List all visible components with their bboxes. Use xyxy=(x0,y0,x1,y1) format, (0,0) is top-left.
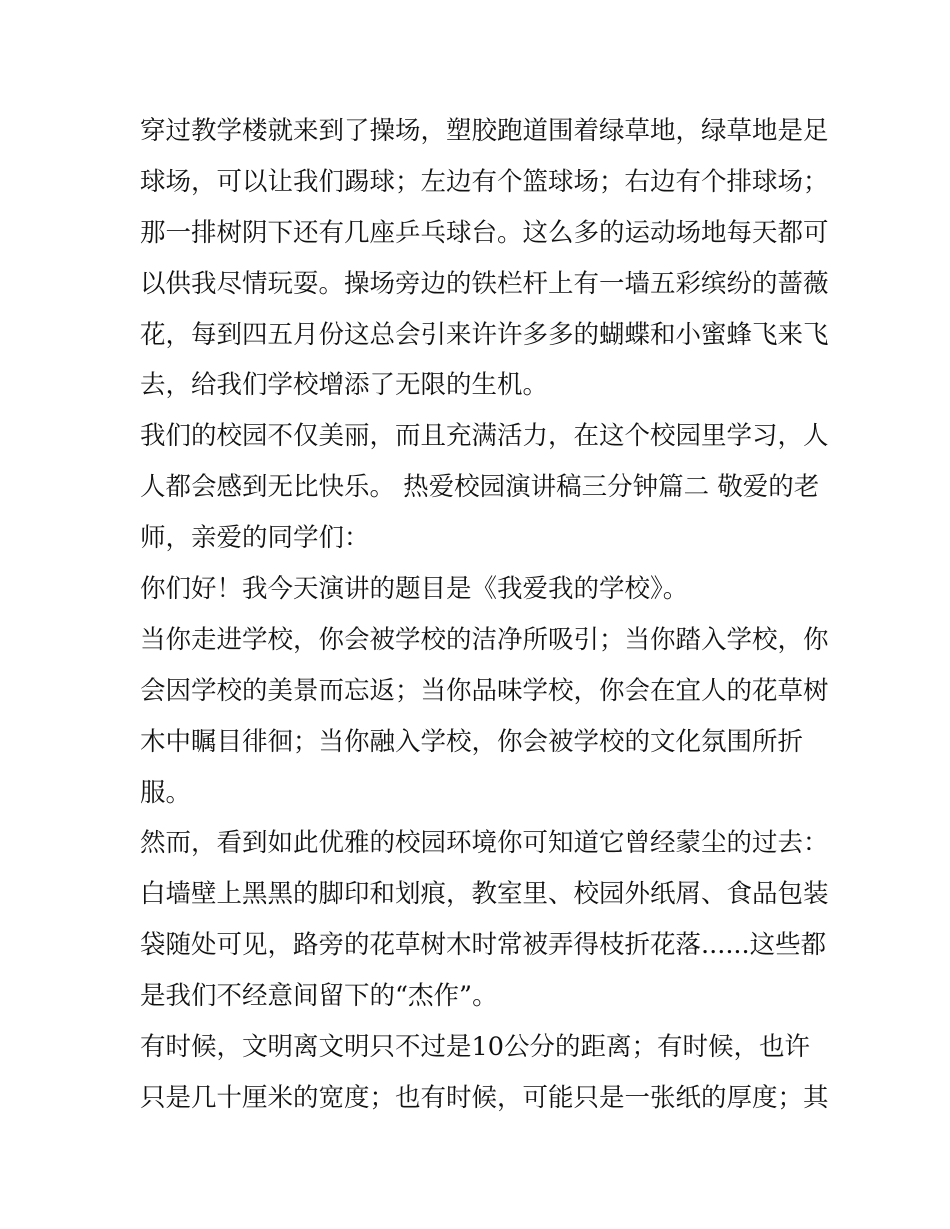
paragraph-6 xyxy=(140,1022,829,1124)
text-line: 服。 xyxy=(140,777,192,808)
text-line: 去，给我们学校增添了无限的生机。 xyxy=(140,370,549,401)
document-body xyxy=(140,106,829,1124)
text-line: 白墙壁上黑黑的脚印和划痕，教室里、校园外纸屑、食品包装 xyxy=(140,879,829,910)
text-line: 穿过教学楼就来到了操场，塑胶跑道围着绿草地，绿草地是足 xyxy=(140,116,829,146)
text-line: 袋随处可见，路旁的花草树木时常被弄得枝折花落......这些都 xyxy=(140,930,827,961)
text-line: 会因学校的美景而忘返；当你品味学校，你会在宜人的花草树 xyxy=(140,675,829,706)
text-line: 是我们不经意间留下的“杰作”。 xyxy=(140,981,498,1012)
paragraph-3 xyxy=(140,564,815,615)
text-line: 有时候，文明离文明只不过是10公分的距离；有时候，也许 xyxy=(140,1032,810,1063)
text-line: 那一排树阴下还有几座乒乓球台。这么多的运动场地每天都可 xyxy=(140,217,829,248)
text-line: 球场，可以让我们踢球；左边有个篮球场；右边有个排球场； xyxy=(140,166,829,197)
text-line: 花，每到四五月份这总会引来许许多多的蝴蝶和小蜜蜂飞来飞 xyxy=(140,319,829,350)
text-line: 师，亲爱的同学们： xyxy=(140,523,370,554)
text-line: 木中瞩目徘徊；当你融入学校，你会被学校的文化氛围所折 xyxy=(140,726,804,757)
text-line: 当你走进学校，你会被学校的洁净所吸引；当你踏入学校，你 xyxy=(140,624,829,655)
text-line: 以供我尽情玩耍。操场旁边的铁栏杆上有一墙五彩缤纷的蔷薇 xyxy=(140,268,829,299)
paragraph-1 xyxy=(140,106,829,411)
text-line: 我们的校园不仅美丽，而且充满活力，在这个校园里学习，人 xyxy=(140,421,829,452)
text-line: 人都会感到无比快乐。 热爱校园演讲稿三分钟篇二 敬爱的老 xyxy=(140,472,820,503)
paragraph-4 xyxy=(140,615,829,819)
paragraph-2 xyxy=(140,411,829,564)
text-line: 然而，看到如此优雅的校园环境你可知道它曾经蒙尘的过去： xyxy=(140,828,829,859)
text-line: 你们好！我今天演讲的题目是《我爱我的学校》。 xyxy=(140,574,689,605)
text-line: 只是几十厘米的宽度；也有时候，可能只是一张纸的厚度；其 xyxy=(140,1082,829,1113)
paragraph-5 xyxy=(140,818,829,1022)
